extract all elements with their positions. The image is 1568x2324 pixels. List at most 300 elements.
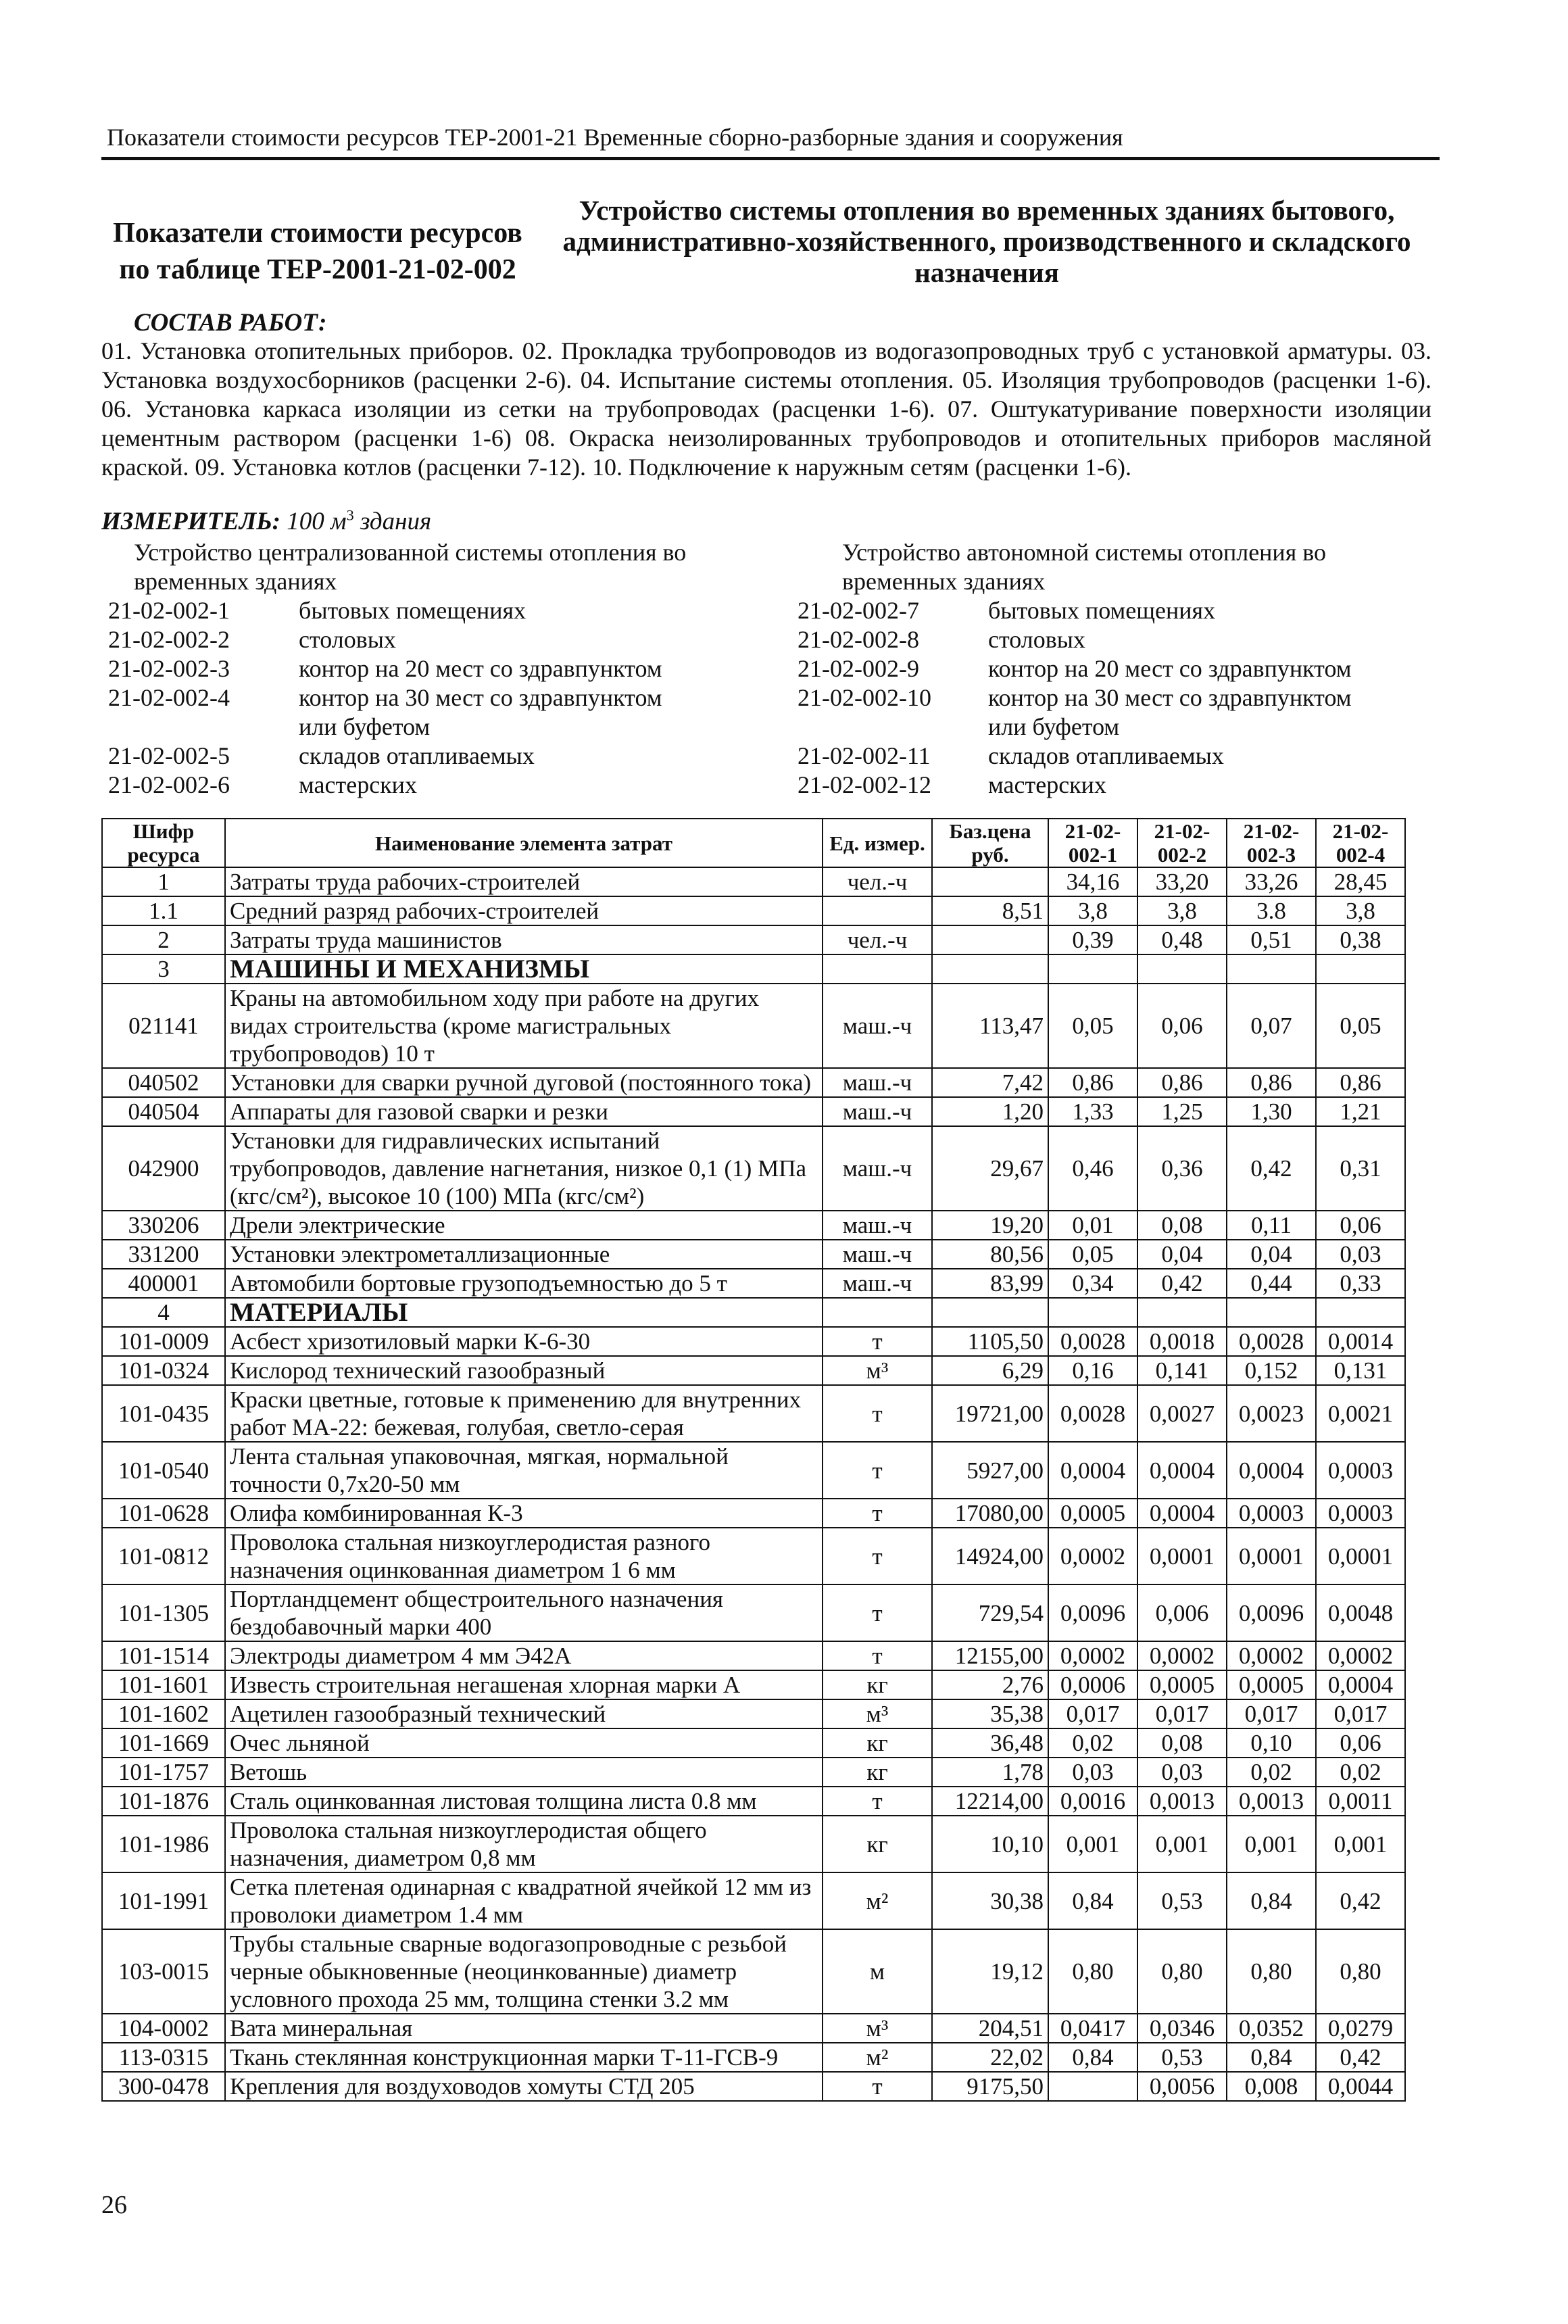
cell-value: 0,0013	[1137, 1787, 1227, 1816]
cell-empty	[932, 1298, 1048, 1327]
cell-price: 7,42	[932, 1068, 1048, 1097]
cell-name: Проволока стальная низкоуглеродистая разного назначения оцинкованная диаметром 1 6 мм	[225, 1528, 823, 1584]
cell-price: 12155,00	[932, 1641, 1048, 1670]
cell-value: 0,80	[1048, 1929, 1137, 2014]
cell-value: 0,008	[1227, 2072, 1316, 2101]
table-row	[102, 1670, 1405, 1699]
cell-price: 729,54	[932, 1584, 1048, 1641]
cell-code: 330206	[102, 1211, 225, 1240]
cell-name: Вата минеральная	[225, 2014, 823, 2043]
cell-price: 29,67	[932, 1126, 1048, 1211]
cell-value: 0,04	[1227, 1240, 1316, 1269]
cell-value: 0,006	[1137, 1584, 1227, 1641]
group1-title: Устройство централизованной системы отопления во временных зданиях	[134, 539, 687, 595]
measure-label: ИЗМЕРИТЕЛЬ:	[101, 508, 280, 535]
cell-value: 0,0004	[1048, 1442, 1137, 1499]
table-row	[102, 2072, 1405, 2101]
cell-empty	[1316, 954, 1405, 984]
cell-unit: м²	[823, 2043, 932, 2072]
cell-value: 0,05	[1316, 984, 1405, 1068]
cell-unit: м²	[823, 1872, 932, 1929]
measure-value: 100 м	[287, 508, 347, 535]
cell-price: 35,38	[932, 1699, 1048, 1728]
cell-empty	[1137, 1298, 1227, 1327]
table-row	[102, 1641, 1405, 1670]
cell-value: 0,08	[1137, 1728, 1227, 1758]
cell-value: 1,21	[1316, 1097, 1405, 1126]
cell-code: 021141	[102, 984, 225, 1068]
cell-name: Портландцемент общестроительного назначения бездобавочный марки 400	[225, 1584, 823, 1641]
cell-value: 0,51	[1227, 925, 1316, 954]
cell-code: 1	[102, 867, 225, 896]
cell-code: 101-0009	[102, 1327, 225, 1356]
cell-value: 0,0003	[1316, 1442, 1405, 1499]
cell-unit: м³	[823, 1699, 932, 1728]
item-name: контор на 30 мест со здравпунктом или буфетом	[299, 684, 662, 740]
work-heading: СОСТАВ РАБОТ:	[134, 309, 327, 337]
cell-value: 0,31	[1316, 1126, 1405, 1211]
item-name: мастерских	[988, 771, 1106, 798]
list-item	[108, 742, 704, 771]
cell-value: 0,152	[1227, 1356, 1316, 1385]
cell-value: 0,0005	[1137, 1670, 1227, 1699]
table-row	[102, 1211, 1405, 1240]
cell-value: 0,0003	[1227, 1499, 1316, 1528]
cell-value: 0,86	[1227, 1068, 1316, 1097]
cell-code: 104-0002	[102, 2014, 225, 2043]
cell-value: 0,017	[1227, 1699, 1316, 1728]
cell-value: 0,001	[1316, 1816, 1405, 1872]
table-row	[102, 1269, 1405, 1298]
item-name: складов отапливаемых	[988, 742, 1224, 769]
cell-value: 0,0028	[1048, 1385, 1137, 1442]
cell-name: Установки для сварки ручной дуговой (постоянного тока)	[225, 1068, 823, 1097]
item-code: 21-02-002-10	[798, 684, 931, 711]
table-row	[102, 1816, 1405, 1872]
item-name: бытовых помещениях	[988, 597, 1216, 624]
cell-value: 0,39	[1048, 925, 1137, 954]
cell-value: 0,80	[1137, 1929, 1227, 2014]
cell-value: 0,017	[1137, 1699, 1227, 1728]
cell-code: 101-1305	[102, 1584, 225, 1641]
table-row	[102, 1787, 1405, 1816]
list-item	[798, 654, 1394, 683]
cell-name: Ацетилен газообразный технический	[225, 1699, 823, 1728]
table-row	[102, 1126, 1405, 1211]
cell-value: 0,03	[1316, 1240, 1405, 1269]
cell-value: 0,10	[1227, 1728, 1316, 1758]
cell-value: 0,0003	[1316, 1499, 1405, 1528]
section-row	[102, 1298, 1405, 1327]
cell-unit: чел.-ч	[823, 867, 932, 896]
cell-value: 0,0417	[1048, 2014, 1137, 2043]
cell-value: 0,0016	[1048, 1787, 1137, 1816]
cell-name: Краски цветные, готовые к применению для внутренних работ МА-22: бежевая, голубая, светло-серая	[225, 1385, 823, 1442]
cell-value: 34,16	[1048, 867, 1137, 896]
cell-value: 0,0014	[1316, 1327, 1405, 1356]
measure-line	[101, 507, 431, 536]
cell-value: 3.8	[1227, 896, 1316, 925]
cell-name: Затраты труда машинистов	[225, 925, 823, 954]
group2-title: Устройство автономной системы отопления во временных зданиях	[842, 539, 1327, 595]
item-name: контор на 20 мест со здравпунктом	[299, 655, 662, 682]
cell-section-title: МАТЕРИАЛЫ	[225, 1298, 823, 1327]
cell-value: 0,0018	[1137, 1327, 1227, 1356]
list-item	[798, 625, 1394, 654]
title-left-line1: Показатели стоимости ресурсов	[113, 218, 522, 249]
th-col4: 21-02-002-4	[1316, 819, 1405, 867]
cell-name: Дрели электрические	[225, 1211, 823, 1240]
cell-value: 0,86	[1048, 1068, 1137, 1097]
cell-value: 0,0027	[1137, 1385, 1227, 1442]
th-col3: 21-02-002-3	[1227, 819, 1316, 867]
cell-code: 042900	[102, 1126, 225, 1211]
cell-value: 0,34	[1048, 1269, 1137, 1298]
cell-name: Ткань стеклянная конструкционная марки Т-11-ГСВ-9	[225, 2043, 823, 2072]
cell-empty	[1227, 954, 1316, 984]
cell-empty	[1227, 1298, 1316, 1327]
cell-value: 0,86	[1316, 1068, 1405, 1097]
cell-unit: т	[823, 1641, 932, 1670]
cell-name: Кислород технический газообразный	[225, 1356, 823, 1385]
cell-value: 0,84	[1048, 2043, 1137, 2072]
cell-value: 0,05	[1048, 1240, 1137, 1269]
cell-price: 10,10	[932, 1816, 1048, 1872]
cell-value	[1048, 2072, 1137, 2101]
cell-unit: т	[823, 1787, 932, 1816]
cost-table	[101, 818, 1406, 2102]
cell-unit: чел.-ч	[823, 925, 932, 954]
cell-value: 0,0044	[1316, 2072, 1405, 2101]
cell-value: 0,0023	[1227, 1385, 1316, 1442]
item-code: 21-02-002-9	[798, 655, 919, 682]
cell-value: 0,07	[1227, 984, 1316, 1068]
cell-value: 0,86	[1137, 1068, 1227, 1097]
cell-unit: маш.-ч	[823, 1068, 932, 1097]
cell-value: 0,42	[1137, 1269, 1227, 1298]
cell-unit: т	[823, 2072, 932, 2101]
cell-price: 19,12	[932, 1929, 1048, 2014]
item-name: контор на 30 мест со здравпунктом или буфетом	[988, 684, 1352, 740]
cell-unit: маш.-ч	[823, 1269, 932, 1298]
cell-unit: кг	[823, 1758, 932, 1787]
list-item	[798, 742, 1394, 771]
cell-code: 101-1876	[102, 1787, 225, 1816]
cell-unit	[823, 896, 932, 925]
cell-name: Сетка плетеная одинарная с квадратной ячейкой 12 мм из проволоки диаметром 1.4 мм	[225, 1872, 823, 1929]
cell-price: 2,76	[932, 1670, 1048, 1699]
cell-value: 0,16	[1048, 1356, 1137, 1385]
item-name: столовых	[299, 626, 396, 653]
cell-price: 113,47	[932, 984, 1048, 1068]
cell-value: 0,0004	[1227, 1442, 1316, 1499]
cell-value: 0,80	[1316, 1929, 1405, 2014]
cell-unit: т	[823, 1327, 932, 1356]
work-text: 01. Установка отопительных приборов. 02. Прокладка трубопроводов из водогазопроводных труб с установкой арматуры. 03. Установка воздухосборников (расценки 2-6). 04. Испытание системы отопления. 05. Изоляция трубопроводов (расценки 1-6). 06. Установка каркаса изоляции из сетки на трубопроводах (расценки 1-6). 07. Оштукатуривание поверхности изоляции цементным раствором (расценки 1-6) 08. Окраска неизолированных трубопроводов и отопительных приборов масляной краской. 09. Установка котлов (расценки 7-12). 10. Подключение к наружным сетям (расценки 1-6).	[101, 337, 1431, 481]
cell-value: 0,017	[1048, 1699, 1137, 1728]
cell-value: 0,84	[1048, 1872, 1137, 1929]
cell-price: 1105,50	[932, 1327, 1048, 1356]
cell-value: 0,02	[1227, 1758, 1316, 1787]
cell-unit: кг	[823, 1670, 932, 1699]
cell-unit: т	[823, 1385, 932, 1442]
th-price: Баз.цена руб.	[932, 819, 1048, 867]
cell-value: 0,0002	[1048, 1528, 1137, 1584]
list-item	[798, 596, 1394, 625]
cell-value: 0,11	[1227, 1211, 1316, 1240]
measure-unit: здания	[360, 508, 432, 535]
cell-name: Трубы стальные сварные водогазопроводные с резьбой черные обыкновенные (неоцинкованные) диаметр условного прохода 25 мм, толщина стенки 3.2 мм	[225, 1929, 823, 2014]
list-item	[108, 771, 704, 800]
cell-code: 2	[102, 925, 225, 954]
cell-code: 101-0540	[102, 1442, 225, 1499]
item-code: 21-02-002-1	[108, 597, 230, 624]
table-row	[102, 867, 1405, 896]
cell-value: 33,20	[1137, 867, 1227, 896]
cell-code: 4	[102, 1298, 225, 1327]
cell-unit: маш.-ч	[823, 1126, 932, 1211]
cell-value: 1,33	[1048, 1097, 1137, 1126]
table-row	[102, 1068, 1405, 1097]
cell-price: 80,56	[932, 1240, 1048, 1269]
table-row	[102, 1929, 1405, 2014]
cell-price: 204,51	[932, 2014, 1048, 2043]
cell-value: 0,06	[1137, 984, 1227, 1068]
cell-price: 1,20	[932, 1097, 1048, 1126]
item-code: 21-02-002-3	[108, 655, 230, 682]
cell-empty	[1137, 954, 1227, 984]
cell-code: 300-0478	[102, 2072, 225, 2101]
cell-name: Средний разряд рабочих-строителей	[225, 896, 823, 925]
cell-price: 1,78	[932, 1758, 1048, 1787]
cell-code: 101-1514	[102, 1641, 225, 1670]
item-code: 21-02-002-11	[798, 742, 931, 769]
title-right: Устройство системы отопления во временных зданиях бытового, административно-хозяйственного, производственного и складского назначения	[562, 195, 1411, 288]
cell-price: 17080,00	[932, 1499, 1048, 1528]
cell-value: 0,08	[1137, 1211, 1227, 1240]
table-row	[102, 1097, 1405, 1126]
table-row	[102, 896, 1405, 925]
table-row	[102, 1872, 1405, 1929]
cell-price: 14924,00	[932, 1528, 1048, 1584]
cell-value: 0,001	[1048, 1816, 1137, 1872]
cell-price: 22,02	[932, 2043, 1048, 2072]
cost-table-body	[102, 867, 1405, 2101]
table-row	[102, 2014, 1405, 2043]
cell-value: 0,0028	[1048, 1327, 1137, 1356]
table-row	[102, 1528, 1405, 1584]
cell-name: Автомобили бортовые грузоподъемностью до 5 т	[225, 1269, 823, 1298]
cell-empty	[1316, 1298, 1405, 1327]
header-rule	[101, 157, 1440, 160]
measure-sup: 3	[346, 506, 354, 524]
item-code: 21-02-002-12	[798, 771, 931, 798]
item-code: 21-02-002-8	[798, 626, 919, 653]
cell-unit: т	[823, 1499, 932, 1528]
item-name: бытовых помещениях	[299, 597, 526, 624]
cell-value: 0,42	[1316, 2043, 1405, 2072]
table-row	[102, 1758, 1405, 1787]
cell-value: 3,8	[1048, 896, 1137, 925]
cell-value: 0,0048	[1316, 1584, 1405, 1641]
cell-value: 1,30	[1227, 1097, 1316, 1126]
cell-value: 3,8	[1137, 896, 1227, 925]
cell-value: 0,0004	[1137, 1499, 1227, 1528]
item-code: 21-02-002-6	[108, 771, 230, 798]
table-row	[102, 984, 1405, 1068]
cell-name: Проволока стальная низкоуглеродистая общего назначения, диаметром 0,8 мм	[225, 1816, 823, 1872]
cell-code: 101-1601	[102, 1670, 225, 1699]
cell-value: 0,0028	[1227, 1327, 1316, 1356]
item-name: столовых	[988, 626, 1085, 653]
th-unit: Ед. измер.	[823, 819, 932, 867]
title-left-line2: по таблице ТЕР-2001-21-02-002	[119, 254, 516, 285]
table-row	[102, 925, 1405, 954]
cell-unit: маш.-ч	[823, 1240, 932, 1269]
cell-code: 040502	[102, 1068, 225, 1097]
cell-name: Лента стальная упаковочная, мягкая, нормальной точности 0,7х20-50 мм	[225, 1442, 823, 1499]
cell-value: 28,45	[1316, 867, 1405, 896]
cell-value: 0,44	[1227, 1269, 1316, 1298]
cell-price: 19,20	[932, 1211, 1048, 1240]
cell-value: 0,38	[1316, 925, 1405, 954]
cell-unit: маш.-ч	[823, 984, 932, 1068]
cell-section-title: МАШИНЫ И МЕХАНИЗМЫ	[225, 954, 823, 984]
cell-unit: кг	[823, 1728, 932, 1758]
item-name: складов отапливаемых	[299, 742, 535, 769]
cell-value: 0,0011	[1316, 1787, 1405, 1816]
th-code: Шифр ресурса	[102, 819, 225, 867]
cell-price: 6,29	[932, 1356, 1048, 1385]
cell-unit: т	[823, 1584, 932, 1641]
cell-unit: м	[823, 1929, 932, 2014]
title-left	[101, 215, 534, 288]
cell-unit: маш.-ч	[823, 1211, 932, 1240]
cell-value: 0,42	[1316, 1872, 1405, 1929]
cell-value: 1,25	[1137, 1097, 1227, 1126]
table-row	[102, 1699, 1405, 1728]
cell-value: 0,0279	[1316, 2014, 1405, 2043]
item-name: мастерских	[299, 771, 417, 798]
cell-value: 0,0004	[1137, 1442, 1227, 1499]
cell-value: 0,0346	[1137, 2014, 1227, 2043]
section-row	[102, 954, 1405, 984]
cell-unit: кг	[823, 1816, 932, 1872]
cell-value: 0,0002	[1048, 1641, 1137, 1670]
cell-value: 0,84	[1227, 2043, 1316, 2072]
cell-empty	[1048, 1298, 1137, 1327]
cell-code: 101-1986	[102, 1816, 225, 1872]
cell-code: 101-1602	[102, 1699, 225, 1728]
cell-price: 30,38	[932, 1872, 1048, 1929]
cell-value: 0,02	[1316, 1758, 1405, 1787]
table-row	[102, 1728, 1405, 1758]
table-header-row	[102, 819, 1405, 867]
th-col2: 21-02-002-2	[1137, 819, 1227, 867]
cell-name: Ветошь	[225, 1758, 823, 1787]
item-code: 21-02-002-7	[798, 597, 919, 624]
cell-code: 101-0324	[102, 1356, 225, 1385]
cell-price: 5927,00	[932, 1442, 1048, 1499]
cell-value: 0,001	[1227, 1816, 1316, 1872]
cell-value: 0,0005	[1048, 1499, 1137, 1528]
cell-value: 33,26	[1227, 867, 1316, 896]
cell-name: Очес льняной	[225, 1728, 823, 1758]
cell-value: 0,0056	[1137, 2072, 1227, 2101]
cell-value: 0,06	[1316, 1211, 1405, 1240]
cell-value: 0,04	[1137, 1240, 1227, 1269]
cell-name: Установки электрометаллизационные	[225, 1240, 823, 1269]
item-code: 21-02-002-4	[108, 684, 230, 711]
cell-value: 0,80	[1227, 1929, 1316, 2014]
list-item	[108, 683, 704, 742]
cell-value: 0,53	[1137, 2043, 1227, 2072]
cell-code: 113-0315	[102, 2043, 225, 2072]
cell-unit: маш.-ч	[823, 1097, 932, 1126]
item-code: 21-02-002-2	[108, 626, 230, 653]
cell-value: 0,0096	[1227, 1584, 1316, 1641]
cell-empty	[823, 954, 932, 984]
cell-price	[932, 867, 1048, 896]
cell-value: 0,001	[1137, 1816, 1227, 1872]
cell-name: Электроды диаметром 4 мм Э42А	[225, 1641, 823, 1670]
cell-name: Затраты труда рабочих-строителей	[225, 867, 823, 896]
th-col1: 21-02-002-1	[1048, 819, 1137, 867]
cell-value: 0,0002	[1316, 1641, 1405, 1670]
cell-price: 8,51	[932, 896, 1048, 925]
cell-code: 101-0628	[102, 1499, 225, 1528]
cell-value: 0,0004	[1316, 1670, 1405, 1699]
cell-code: 040504	[102, 1097, 225, 1126]
cell-code: 3	[102, 954, 225, 984]
cell-name: Олифа комбинированная К-3	[225, 1499, 823, 1528]
cell-empty	[1048, 954, 1137, 984]
cell-value: 0,02	[1048, 1728, 1137, 1758]
cell-price	[932, 925, 1048, 954]
cell-price: 36,48	[932, 1728, 1048, 1758]
cell-price: 83,99	[932, 1269, 1048, 1298]
cell-name: Крепления для воздуховодов хомуты СТД 205	[225, 2072, 823, 2101]
cell-value: 0,53	[1137, 1872, 1227, 1929]
cell-value: 0,42	[1227, 1126, 1316, 1211]
table-row	[102, 2043, 1405, 2072]
list-item	[108, 654, 704, 683]
cell-value: 0,06	[1316, 1728, 1405, 1758]
page-number: 26	[101, 2191, 127, 2219]
cell-value: 0,0002	[1227, 1641, 1316, 1670]
cell-empty	[932, 954, 1048, 984]
cell-code: 101-0435	[102, 1385, 225, 1442]
cell-name: Сталь оцинкованная листовая толщина листа 0.8 мм	[225, 1787, 823, 1816]
cell-name: Известь строительная негашеная хлорная марки А	[225, 1670, 823, 1699]
table-row	[102, 1584, 1405, 1641]
cell-price: 19721,00	[932, 1385, 1048, 1442]
cell-value: 0,017	[1316, 1699, 1405, 1728]
cell-name: Асбест хризотиловый марки К-6-30	[225, 1327, 823, 1356]
cell-name: Краны на автомобильном ходу при работе на других видах строительства (кроме магистральных трубопроводов) 10 т	[225, 984, 823, 1068]
item-code: 21-02-002-5	[108, 742, 230, 769]
cell-value: 0,84	[1227, 1872, 1316, 1929]
list-item	[798, 683, 1394, 742]
cell-code: 103-0015	[102, 1929, 225, 2014]
cell-code: 1.1	[102, 896, 225, 925]
table-row	[102, 1442, 1405, 1499]
cell-value: 0,03	[1048, 1758, 1137, 1787]
cell-value: 0,05	[1048, 984, 1137, 1068]
cell-code: 101-1991	[102, 1872, 225, 1929]
cell-value: 0,0352	[1227, 2014, 1316, 2043]
cell-value: 0,0006	[1048, 1670, 1137, 1699]
